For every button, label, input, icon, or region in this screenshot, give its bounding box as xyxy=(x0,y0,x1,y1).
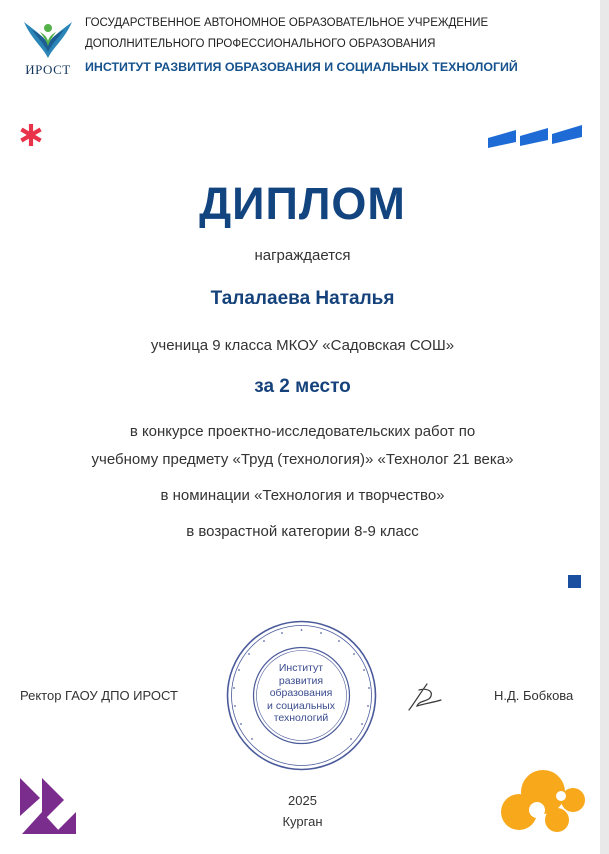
wings-icon xyxy=(22,16,74,60)
org-line-2: ДОПОЛНИТЕЛЬНОГО ПРОФЕССИОНАЛЬНОГО ОБРАЗОВАНИЯ xyxy=(85,38,436,50)
contest-line-1: в конкурсе проектно-исследовательских работ по xyxy=(129,423,476,440)
seal-line-1: Институт xyxy=(278,662,324,674)
footer-year: 2025 xyxy=(288,793,317,808)
asterisk-icon xyxy=(20,124,42,146)
org-line-1: ГОСУДАРСТВЕННОЕ АВТОНОМНОЕ ОБРАЗОВАТЕЛЬНОЕ УЧРЕЖДЕНИЕ xyxy=(85,17,489,29)
awarded-text: награждается xyxy=(254,247,351,264)
contest-line-2: учебному предмету «Труд (технология)» «Технолог 21 века» xyxy=(91,451,514,468)
triangles-decoration xyxy=(20,776,76,834)
diploma-title: ДИПЛОМ xyxy=(199,178,406,229)
signer-name: Н.Д. Бобкова xyxy=(494,688,574,703)
recipient-name: Талалаева Наталья xyxy=(210,288,395,309)
seal-line-5: технологий xyxy=(273,712,329,724)
signature-icon xyxy=(405,680,445,716)
square-decoration xyxy=(568,575,581,588)
circles-decoration xyxy=(499,768,585,836)
org-title: ИНСТИТУТ РАЗВИТИЯ ОБРАЗОВАНИЯ И СОЦИАЛЬНЫХ ТЕХНОЛОГИЙ xyxy=(85,60,518,74)
award-place: за 2 место xyxy=(254,376,351,397)
recipient-description: ученица 9 класса МКОУ «Садовская СОШ» xyxy=(150,337,455,354)
age-category-text: в возрастной категории 8-9 класс xyxy=(186,523,419,540)
stripes-decoration xyxy=(486,124,584,150)
seal-inner-text xyxy=(260,662,342,725)
logo-caption: ИРОСТ xyxy=(25,62,71,77)
footer-city: Курган xyxy=(282,814,323,829)
seal-line-4: и социальных xyxy=(267,699,335,712)
nomination-text: в номинации «Технология и творчество» xyxy=(160,487,445,504)
seal-line-2: развития xyxy=(278,674,324,687)
seal-line-3: образования xyxy=(269,687,333,699)
rector-label: Ректор ГАОУ ДПО ИРОСТ xyxy=(20,688,178,703)
irost-logo xyxy=(18,16,76,78)
header xyxy=(0,0,600,90)
